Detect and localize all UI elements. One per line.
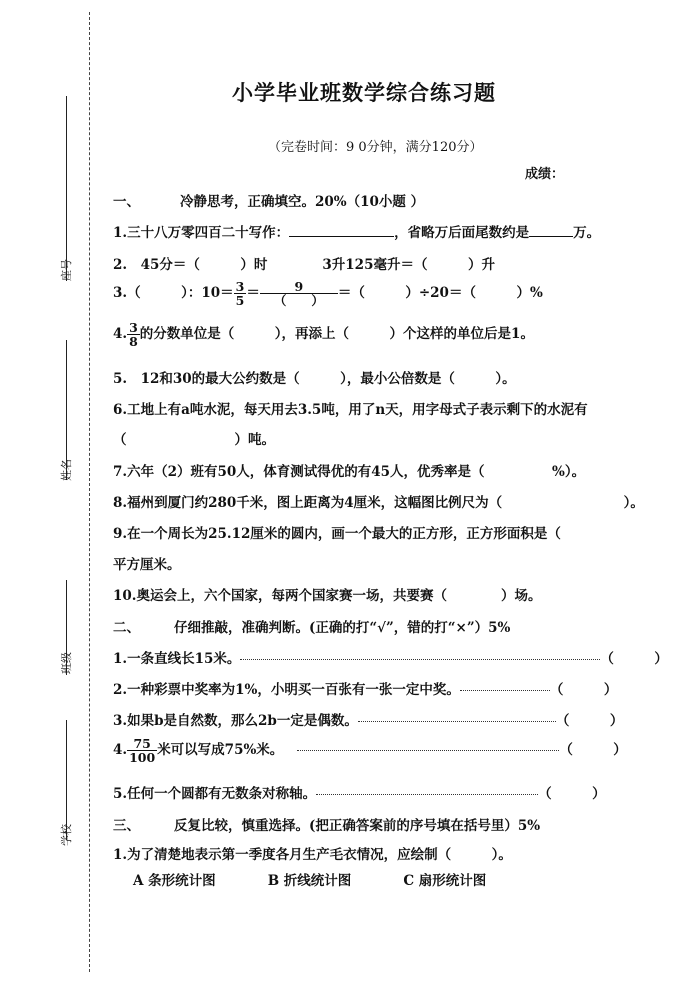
answer-paren[interactable]: （ ）: [600, 651, 668, 667]
judge-5: 5.任何一个圆都有无数条对称轴。 （ ）: [113, 786, 606, 802]
answer-paren[interactable]: （ ）: [555, 713, 624, 729]
judge-2: 2.一种彩票中奖率为1%，小明买一百张有一张一定中奖。 （ ）: [113, 682, 618, 698]
choice-1: 1.为了清楚地表示第一季度各月生产毛衣情况，应绘制（ ）。: [113, 847, 512, 863]
cut-line: [89, 12, 90, 972]
answer-paren[interactable]: （ ）: [559, 742, 627, 759]
seat-line: [66, 96, 67, 281]
class-label: 班级: [60, 652, 73, 674]
choice-1-options: [133, 869, 486, 889]
question-6-cont: （ ）吨。: [113, 432, 275, 448]
question-8: 8.福州到厦门约280千米，图上距离为4厘米，这幅图比例尺为（ ）。: [113, 495, 644, 511]
fraction: $\frac{3}{5}$: [235, 279, 245, 309]
judge-1: 1.一条直线长15米。 （ ）: [113, 651, 668, 667]
fraction: $\frac{9}{( )}$: [260, 280, 338, 307]
answer-blank[interactable]: [529, 224, 573, 237]
question-3: 3.（ ）：10＝ $\frac{3}{5}$ ＝ $\frac{9}{( )}$ ＝（ ）÷20＝（ ）%: [113, 279, 543, 309]
question-7: 7.六年（2）班有50人，体育测试得优的有45人，优秀率是（ %）。: [113, 464, 586, 480]
answer-paren[interactable]: （ ）: [549, 682, 618, 698]
school-line: [66, 720, 67, 840]
question-5: 5. 12和30的最大公约数是（ ），最小公倍数是（ ）。: [113, 371, 516, 387]
section-1-heading: 一、 冷静思考，正确填空。20%（10小题 ）: [113, 194, 425, 210]
section-3-heading: 三、 反复比较，慎重选择。(把正确答案前的序号填在括号里）5%: [113, 818, 541, 834]
question-1: 1.三十八万零四百二十写作： ，省略万后面尾数约是 万。: [113, 225, 601, 241]
judge-3: 3.如果b是自然数，那么2b一定是偶数。 （ ）: [113, 713, 624, 729]
question-10: 10.奥运会上，六个国家，每两个国家赛一场，共要赛（ ）场。: [113, 588, 542, 604]
answer-blank[interactable]: [289, 224, 394, 237]
score-label: 成绩：: [525, 167, 565, 182]
school-label: 学校: [60, 824, 73, 846]
question-2: 2. 45分＝（ ）时 3升125毫升＝（ ）升: [113, 257, 495, 273]
section-2-heading: 二、 仔细推敲，准确判断。(正确的打“√”，错的打“×”）5%: [113, 620, 511, 636]
question-4: 4. $\frac{3}{8}$ 的分数单位是（ ），再添上（ ）个这样的单位后是1。: [113, 320, 534, 350]
fraction: $\frac{3}{8}$: [129, 320, 138, 350]
question-6: 6.工地上有a吨水泥，每天用去3.5吨，用了n天，用字母式子表示剩下的水泥有: [113, 402, 588, 418]
fraction: $\frac{75}{100}$: [129, 736, 156, 766]
option-c[interactable]: C 扇形统计图: [403, 873, 487, 889]
answer-paren[interactable]: （ ）: [538, 786, 606, 802]
option-a[interactable]: A 条形统计图: [133, 873, 216, 889]
option-b[interactable]: B 折线统计图: [267, 873, 352, 889]
question-9: 9.在一个周长为25.12厘米的圆内，画一个最大的正方形，正方形面积是（: [113, 526, 561, 542]
question-9-cont: 平方厘米。: [113, 557, 181, 573]
exam-subtitle: （完卷时间：9 0分钟，满分120分）: [268, 140, 483, 155]
name-label: 姓名: [60, 459, 73, 481]
seat-label: 座号: [60, 259, 73, 281]
page-title: 小学毕业班数学综合练习题: [232, 80, 496, 105]
judge-4: 4. $\frac{75}{100}$ 米可以写成75%米。 （ ）: [113, 736, 627, 766]
